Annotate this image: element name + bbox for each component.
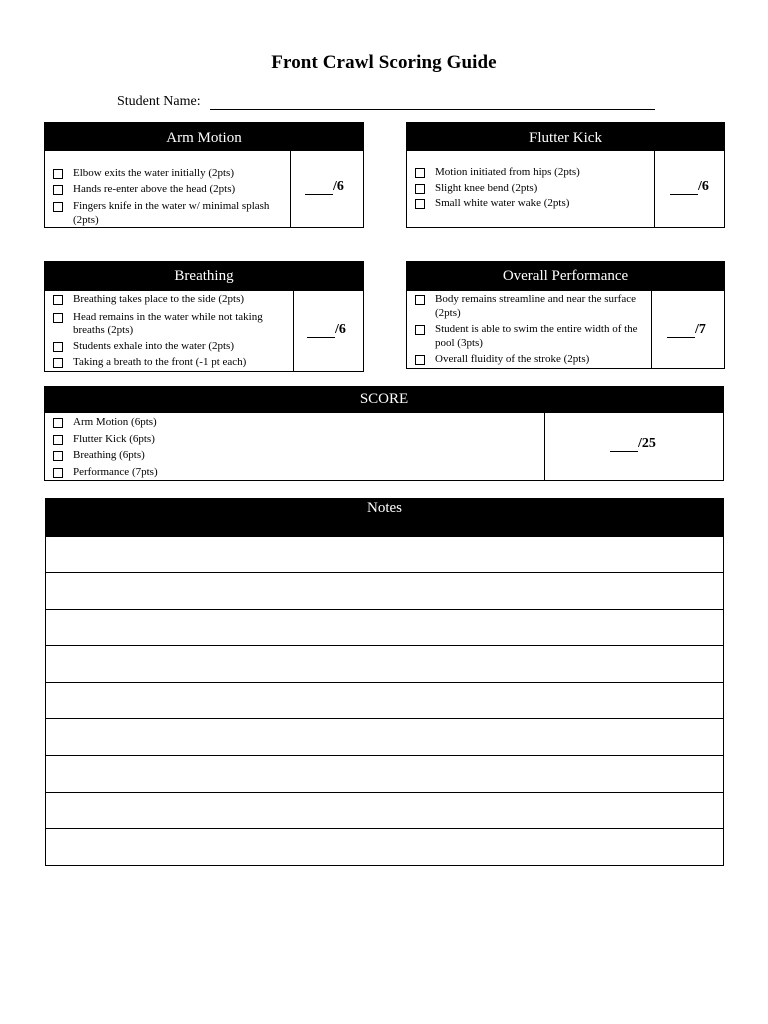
total-score[interactable]: /25 bbox=[610, 436, 656, 452]
checklist-item[interactable]: Fingers knife in the water w/ minimal splash (2pts) bbox=[53, 200, 279, 227]
overall-performance-score-cell bbox=[651, 290, 726, 368]
notes-row[interactable] bbox=[46, 792, 723, 829]
checkbox-icon[interactable] bbox=[53, 451, 63, 461]
checklist-item[interactable]: Elbow exits the water initially (2pts) bbox=[53, 167, 279, 181]
checklist-item[interactable]: Motion initiated from hips (2pts) bbox=[415, 166, 645, 180]
score-summary-item[interactable]: Flutter Kick (6pts) bbox=[53, 433, 353, 447]
arm-motion-header: Arm Motion bbox=[45, 123, 363, 151]
checkbox-icon[interactable] bbox=[415, 199, 425, 209]
overall-performance-header: Overall Performance bbox=[407, 262, 724, 291]
page-title: Front Crawl Scoring Guide bbox=[271, 52, 497, 73]
breathing-box bbox=[44, 261, 364, 372]
checkbox-icon[interactable] bbox=[53, 468, 63, 478]
checklist-item[interactable]: Overall fluidity of the stroke (2pts) bbox=[415, 353, 647, 367]
checkbox-icon[interactable] bbox=[53, 295, 63, 305]
score-box bbox=[44, 386, 724, 481]
checkbox-icon[interactable] bbox=[415, 295, 425, 305]
notes-row[interactable] bbox=[46, 609, 723, 646]
arm-motion-list bbox=[53, 167, 279, 227]
checkbox-icon[interactable] bbox=[53, 358, 63, 368]
checkbox-icon[interactable] bbox=[415, 355, 425, 365]
student-name-line[interactable] bbox=[210, 109, 655, 110]
checkbox-icon[interactable] bbox=[53, 313, 63, 323]
score-blank bbox=[610, 439, 638, 452]
breathing-header: Breathing bbox=[45, 262, 363, 291]
breathing-score[interactable]: /6 bbox=[307, 322, 346, 338]
checklist-item[interactable]: Hands re-enter above the head (2pts) bbox=[53, 183, 279, 197]
flutter-kick-score[interactable]: /6 bbox=[670, 179, 709, 195]
checkbox-icon[interactable] bbox=[415, 184, 425, 194]
score-blank bbox=[670, 182, 698, 195]
score-summary-item[interactable]: Arm Motion (6pts) bbox=[53, 416, 353, 430]
notes-row[interactable] bbox=[46, 718, 723, 755]
checkbox-icon[interactable] bbox=[53, 202, 63, 212]
score-blank bbox=[307, 325, 335, 338]
overall-performance-box bbox=[406, 261, 725, 369]
breathing-list bbox=[53, 293, 291, 370]
flutter-kick-header: Flutter Kick bbox=[407, 123, 724, 151]
checklist-item[interactable]: Student is able to swim the entire width of the pool (3pts) bbox=[415, 323, 647, 350]
checklist-item[interactable]: Taking a breath to the front (-1 pt each) bbox=[53, 356, 291, 370]
overall-performance-score[interactable]: /7 bbox=[667, 322, 706, 338]
arm-motion-score-cell bbox=[290, 150, 365, 227]
notes-header: Notes bbox=[46, 499, 723, 537]
checklist-item[interactable]: Head remains in the water while not taking breaths (2pts) bbox=[53, 311, 291, 338]
checklist-item[interactable]: Breathing takes place to the side (2pts) bbox=[53, 293, 291, 307]
score-summary-item[interactable]: Performance (7pts) bbox=[53, 466, 353, 480]
notes-row[interactable] bbox=[46, 755, 723, 792]
overall-performance-list bbox=[415, 293, 647, 367]
flutter-kick-score-cell bbox=[654, 150, 726, 227]
arm-motion-score[interactable]: /6 bbox=[305, 179, 344, 195]
score-blank bbox=[667, 325, 695, 338]
checkbox-icon[interactable] bbox=[53, 342, 63, 352]
score-summary-item[interactable]: Breathing (6pts) bbox=[53, 449, 353, 463]
score-header: SCORE bbox=[45, 387, 723, 413]
student-name-label: Student Name: bbox=[117, 94, 201, 109]
flutter-kick-list bbox=[415, 166, 645, 211]
notes-row[interactable] bbox=[46, 536, 723, 573]
breathing-score-cell bbox=[293, 290, 365, 371]
notes-row[interactable] bbox=[46, 645, 723, 682]
score-blank bbox=[305, 182, 333, 195]
checklist-item[interactable]: Slight knee bend (2pts) bbox=[415, 182, 645, 196]
notes-row[interactable] bbox=[46, 572, 723, 609]
notes-box bbox=[45, 498, 724, 866]
checkbox-icon[interactable] bbox=[53, 169, 63, 179]
checklist-item[interactable]: Body remains streamline and near the surface (2pts) bbox=[415, 293, 647, 320]
notes-row[interactable] bbox=[46, 828, 723, 866]
checkbox-icon[interactable] bbox=[53, 418, 63, 428]
checkbox-icon[interactable] bbox=[53, 435, 63, 445]
arm-motion-box bbox=[44, 122, 364, 228]
checkbox-icon[interactable] bbox=[415, 325, 425, 335]
total-score-cell bbox=[544, 413, 725, 480]
score-list bbox=[53, 416, 353, 479]
checklist-item[interactable]: Students exhale into the water (2pts) bbox=[53, 340, 291, 354]
checkbox-icon[interactable] bbox=[415, 168, 425, 178]
checklist-item[interactable]: Small white water wake (2pts) bbox=[415, 197, 645, 211]
flutter-kick-box bbox=[406, 122, 725, 228]
checkbox-icon[interactable] bbox=[53, 185, 63, 195]
notes-row[interactable] bbox=[46, 682, 723, 719]
